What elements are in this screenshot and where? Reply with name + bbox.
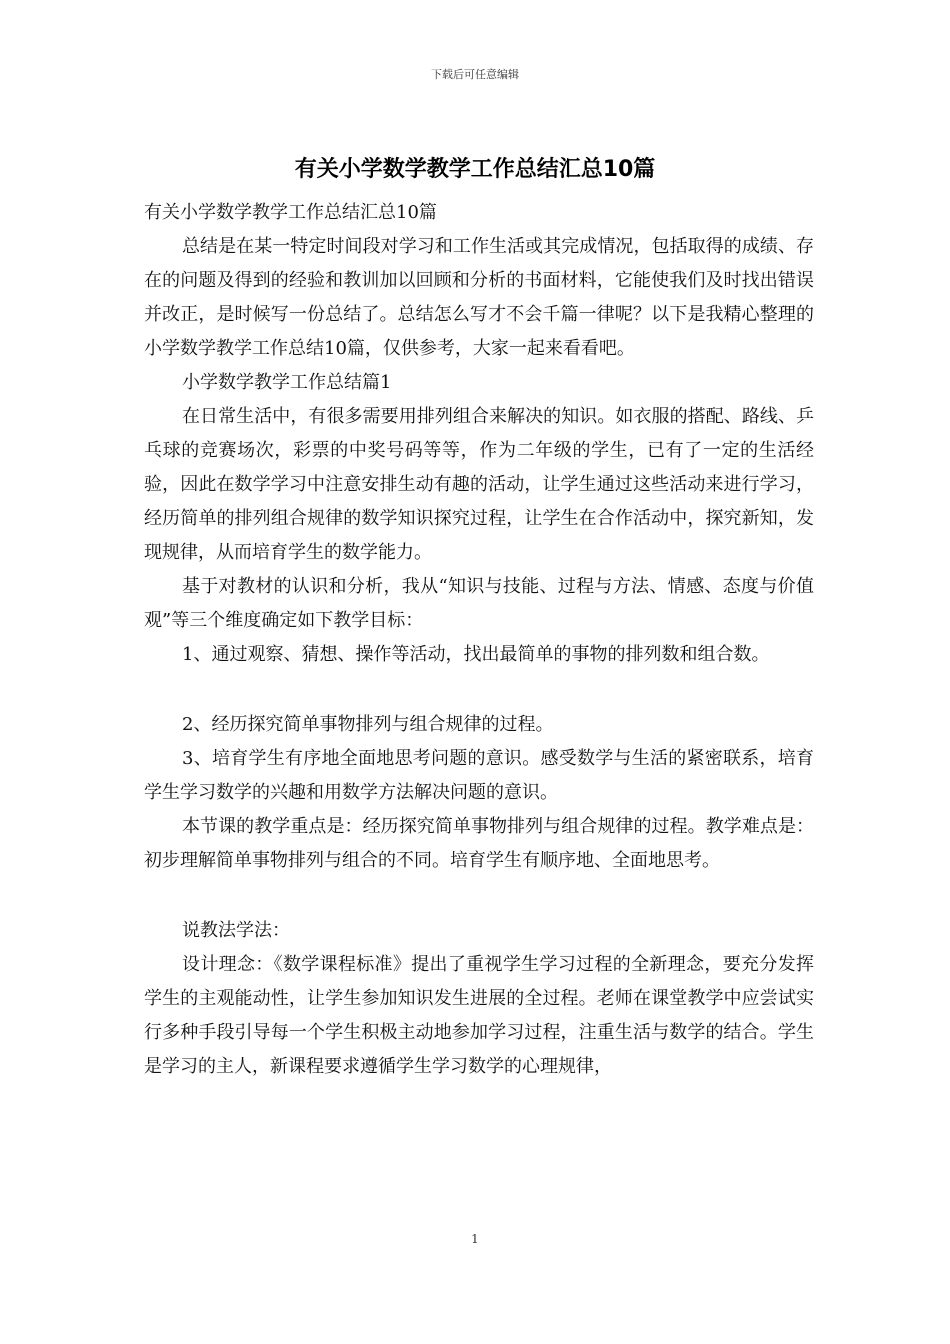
section-heading-1: 小学数学教学工作总结篇1 xyxy=(182,372,392,393)
objective-item-1: 1、通过观察、猜想、操作等活动，找出最简单的事物的排列数和组合数。 xyxy=(182,644,770,665)
document-subtitle: 有关小学数学教学工作总结汇总10篇 xyxy=(144,202,437,223)
objective-item-3: 3、培育学生有序地全面地思考问题的意识。感受数学与生活的紧密联系，培育学生学习数学的兴趣和用数学方法解决问题的意识。 xyxy=(144,748,814,803)
paragraph-intro: 总结是在某一特定时间段对学习和工作生活或其完成情况，包括取得的成绩、存在的问题及得到的经验和教训加以回顾和分析的书面材料，它能使我们及时找出错误并改正，是时候写一份总结了。总结怎么写才不会千篇一律呢？以下是我精心整理的小学数学教学工作总结10篇，仅供参考，大家一起来看看吧。 xyxy=(144,236,814,359)
section-heading-methods: 说教法学法： xyxy=(182,920,290,941)
paragraph-objectives-intro: 基于对教材的认识和分析，我从“知识与技能、过程与方法、情感、态度与价值观”等三个维度确定如下教学目标： xyxy=(144,576,814,631)
paragraph-key-points: 本节课的教学重点是：经历探究简单事物排列与组合规律的过程。教学难点是：初步理解简单事物排列与组合的不同。培育学生有顺序地、全面地思考。 xyxy=(144,816,814,871)
objective-item-2: 2、经历探究简单事物排列与组合规律的过程。 xyxy=(182,714,554,735)
page-header-note: 下载后可任意编辑 xyxy=(431,68,519,81)
paragraph-context: 在日常生活中，有很多需要用排列组合来解决的知识。如衣服的搭配、路线、乒乓球的竞赛场次，彩票的中奖号码等等，作为二年级的学生，已有了一定的生活经验，因此在数学学习中注意安排生动有趣的活动，让学生通过这些活动来进行学习，经历简单的排列组合规律的数学知识探究过程，让学生在合作活动中，探究新知，发现规律，从而培育学生的数学能力。 xyxy=(144,406,814,563)
paragraph-design-concept: 设计理念：《数学课程标准》提出了重视学生学习过程的全新理念，要充分发挥学生的主观能动性，让学生参加知识发生进展的全过程。老师在课堂教学中应尝试实行多种手段引导每一个学生积极主动地参加学习过程，注重生活与数学的结合。学生是学习的主人，新课程要求遵循学生学习数学的心理规律， xyxy=(144,954,814,1077)
document-title: 有关小学数学教学工作总结汇总10篇 xyxy=(294,157,656,182)
document-body xyxy=(144,196,814,1084)
page-number: 1 xyxy=(471,1232,479,1246)
